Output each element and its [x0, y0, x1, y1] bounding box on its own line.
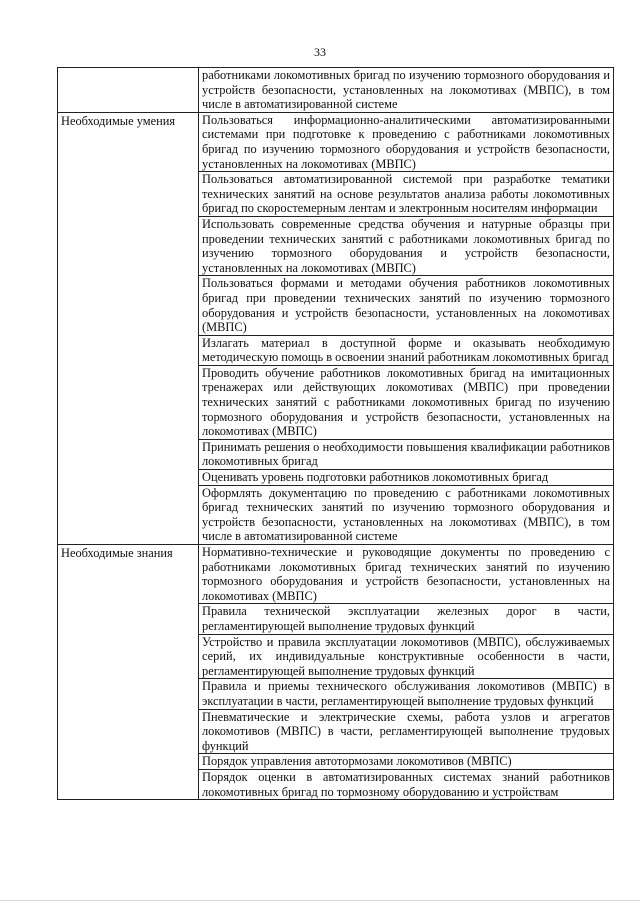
row-text: Устройство и правила эксплуатации локомотивов (МВПС), обслуживаемых серий, их индивидуальные конструктивные особенности в части, регламентирующей выполнение трудовых функций [199, 634, 614, 679]
row-text: Пользоваться автоматизированной системой при разработке тематики технических занятий на основе результатов анализа работы локомотивных бригад по скоростемерным лентам и электронным носителям информации [199, 172, 614, 217]
row-text: Нормативно-технические и руководящие документы по проведению с работниками локомотивных бригад технических занятий по изучению тормозного оборудования и устройств безопасности, установленных на локомотивах (МВПС) [199, 545, 614, 604]
row-text: Порядок управления автотормозами локомотивов (МВПС) [199, 754, 614, 770]
row-text: Проводить обучение работников локомотивных бригад на имитационных тренажерах или действующих локомотивах (МВПС) при проведении технических занятий с работниками локомотивных бригад по изучению тормозного оборудования и устройств безопасности, установленных на локомотивах (МВПС) [199, 365, 614, 439]
row-text: работниками локомотивных бригад по изучению тормозного оборудования и устройств безопасности, установленных на локомотивах (МВПС), в том числе в автоматизированной системе [199, 68, 614, 113]
row-text: Оценивать уровень подготовки работников локомотивных бригад [199, 470, 614, 486]
table-row [58, 112, 614, 171]
page-bottom-edge [0, 900, 640, 901]
row-text: Излагать материал в доступной форме и оказывать необходимую методическую помощь в освоении знаний работникам локомотивных бригад [199, 335, 614, 365]
table-row [58, 68, 614, 113]
row-text: Пользоваться формами и методами обучения работников локомотивных бригад при проведении технических занятий по изучению тормозного оборудования и устройств безопасности, установленных на локомотивах (МВПС) [199, 276, 614, 335]
section-label-skills: Необходимые умения [58, 112, 199, 544]
row-label [58, 68, 199, 113]
table-row [58, 545, 614, 604]
row-text: Пользоваться информационно-аналитическими автоматизированными системами при подготовке к проведению с работниками локомотивных бригад по изучению тормозного оборудования и устройств безопасности, установленных на локомотивах (МВПС) [199, 112, 614, 171]
row-text: Порядок оценки в автоматизированных системах знаний работников локомотивных бригад по тормозному оборудованию и устройствам [199, 769, 614, 799]
section-label-knowledge: Необходимые знания [58, 545, 199, 800]
page-number: 33 [314, 45, 326, 59]
row-text: Использовать современные средства обучения и натурные образцы при проведении технических занятий с работниками локомотивных бригад по изучению тормозного оборудования и устройств безопасности, установленных на локомотивах (МВПС) [199, 216, 614, 275]
row-text: Пневматические и электрические схемы, работа узлов и агрегатов локомотивов (МВПС) в части, регламентирующей выполнение трудовых функций [199, 709, 614, 754]
row-text: Принимать решения о необходимости повышения квалификации работников локомотивных бригад [199, 439, 614, 469]
row-text: Правила и приемы технического обслуживания локомотивов (МВПС) в эксплуатации в части, регламентирующей выполнение трудовых функций [199, 679, 614, 709]
row-text: Правила технической эксплуатации железных дорог в части, регламентирующей выполнение трудовых функций [199, 604, 614, 634]
row-text: Оформлять документацию по проведению с работниками локомотивных бригад технических занятий по изучению тормозного оборудования и устройств безопасности, установленных на локомотивах (МВПС), в том числе в автоматизированной системе [199, 485, 614, 544]
requirements-table [57, 67, 614, 800]
